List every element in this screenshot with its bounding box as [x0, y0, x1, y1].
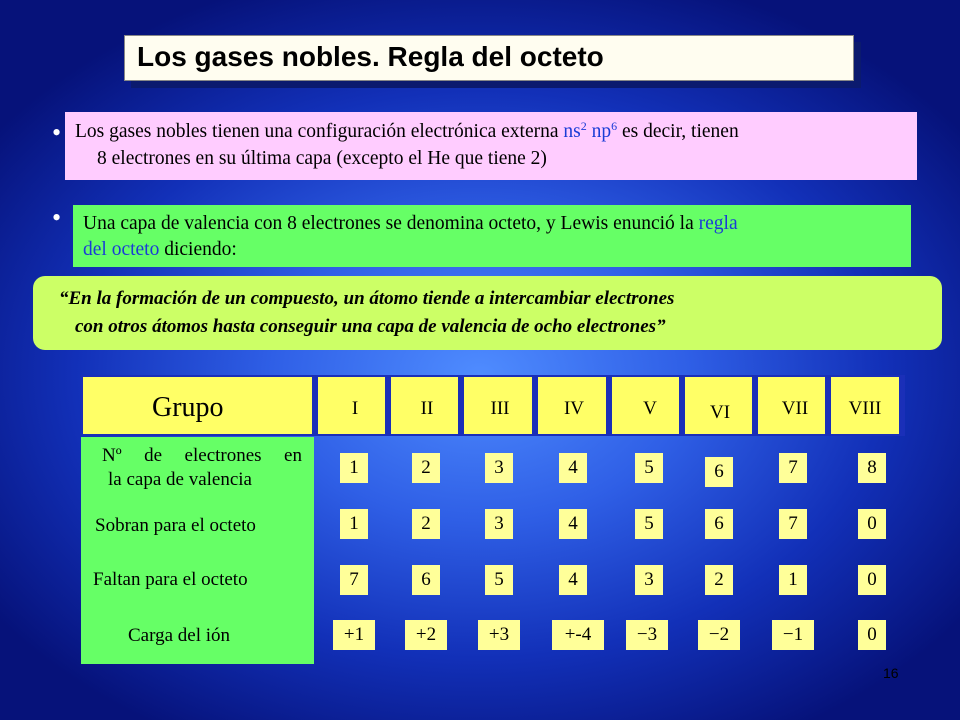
- bullet-1-line-2: 8 electrones en su última capa (excepto el He que tiene 2): [97, 148, 547, 169]
- slide-title: Los gases nobles. Regla del octeto: [137, 41, 604, 72]
- bullet-2-box: [73, 205, 911, 267]
- table-cell: 1: [340, 509, 368, 539]
- table-cell: 2: [412, 453, 440, 483]
- header-divider: [825, 375, 831, 436]
- row-label-valence-line-2: la capa de valencia: [108, 469, 252, 490]
- row-label-valence: [102, 444, 302, 492]
- header-divider: [899, 375, 905, 436]
- table-cell: 4: [559, 509, 587, 539]
- title-box: [124, 35, 854, 81]
- bullet-1-text-a: Los gases nobles tienen una configuración electrónica externa: [75, 121, 564, 142]
- ns-sup: 2: [580, 119, 587, 133]
- np-text: np: [591, 121, 612, 142]
- bullet-1-text-b: es decir, tienen: [617, 121, 739, 142]
- group-header-1: I: [351, 398, 359, 419]
- bullet-dot-2: •: [52, 203, 62, 232]
- table-cell: 2: [412, 509, 440, 539]
- table-cell: 0: [858, 509, 886, 539]
- table-cell: 1: [779, 565, 807, 595]
- row-label-carga: Carga del ión: [128, 625, 231, 646]
- row-label-faltan: Faltan para el octeto: [93, 569, 248, 590]
- page-number: 16: [883, 665, 899, 681]
- regla-highlight: regla: [698, 213, 738, 234]
- table-cell: +1: [333, 620, 375, 650]
- quote-box: [33, 276, 942, 350]
- table-cell: 3: [485, 453, 513, 483]
- header-divider: [679, 375, 685, 436]
- np-sup: 6: [611, 119, 618, 133]
- group-header-8: VIII: [848, 398, 882, 419]
- table-cell: 5: [635, 509, 663, 539]
- group-header-5: V: [643, 398, 657, 419]
- table-cell: 6: [705, 457, 733, 487]
- header-divider: [312, 375, 318, 436]
- table-cell: 6: [412, 565, 440, 595]
- table-cell: 3: [485, 509, 513, 539]
- grupo-label: Grupo: [152, 392, 224, 423]
- header-divider: [385, 375, 391, 436]
- group-header-7: VII: [781, 398, 809, 419]
- table-cell: 0: [858, 565, 886, 595]
- row-label-valence-line-1: Nº de electrones en: [102, 445, 302, 466]
- table-cell: +-4: [552, 620, 604, 650]
- table-cell: 7: [340, 565, 368, 595]
- header-divider: [458, 375, 464, 436]
- row-label-sobran: Sobran para el octeto: [95, 515, 256, 536]
- table-cell: +3: [478, 620, 520, 650]
- table-cell: 1: [340, 453, 368, 483]
- bullet-2-text-b: diciendo:: [159, 239, 237, 260]
- table-cell: 6: [705, 509, 733, 539]
- table-cell: +2: [405, 620, 447, 650]
- table-cell: 8: [858, 453, 886, 483]
- table-cell: −1: [772, 620, 814, 650]
- table-cell: 0: [858, 620, 886, 650]
- bullet-1-box: [65, 112, 917, 180]
- header-divider: [606, 375, 612, 436]
- group-header-3: III: [490, 398, 510, 419]
- bullet-dot-1: •: [52, 118, 62, 147]
- header-divider: [532, 375, 538, 436]
- ns-term: [563, 121, 586, 142]
- octeto-highlight: del octeto: [83, 239, 160, 260]
- header-divider: [752, 375, 758, 436]
- bullet-2-text-a: Una capa de valencia con 8 electrones se denomina octeto, y Lewis enunció la: [83, 213, 699, 234]
- group-header-2: II: [420, 398, 434, 419]
- table-cell: 7: [779, 453, 807, 483]
- table-cell: 5: [635, 453, 663, 483]
- bullet-1-line-1: [75, 118, 907, 145]
- table-cell: −2: [698, 620, 740, 650]
- table-cell: 3: [635, 565, 663, 595]
- ns-text: ns: [563, 121, 581, 142]
- table-cell: 5: [485, 565, 513, 595]
- table-cell: −3: [626, 620, 668, 650]
- table-cell: 4: [559, 453, 587, 483]
- table-cell: 2: [705, 565, 733, 595]
- table-cell: 7: [779, 509, 807, 539]
- group-header-6: VI: [709, 402, 731, 423]
- group-header-4: IV: [563, 398, 585, 419]
- quote-line-1: “En la formación de un compuesto, un átomo tiende a intercambiar electrones: [59, 288, 675, 309]
- np-term: [592, 121, 618, 142]
- table-cell: 4: [559, 565, 587, 595]
- quote-line-2: con otros átomos hasta conseguir una capa de valencia de ocho electrones”: [75, 316, 666, 337]
